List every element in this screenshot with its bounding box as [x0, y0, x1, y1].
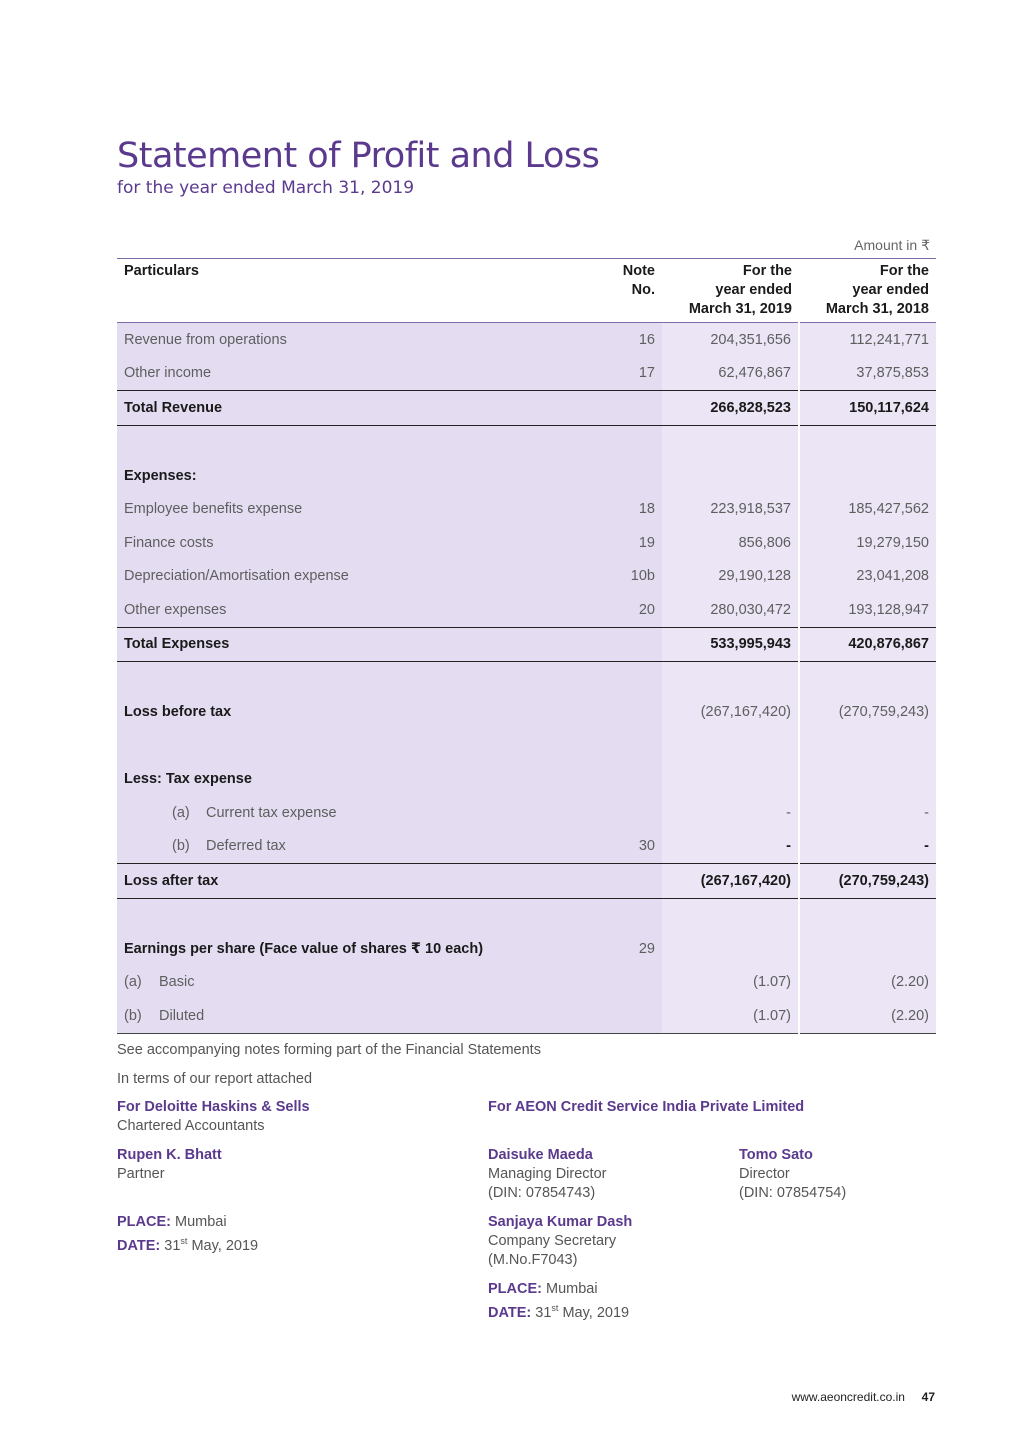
page-number: 47	[921, 1390, 935, 1404]
spacer-row	[117, 662, 936, 696]
table-row: Earnings per share (Face value of shares ₹ 10 each) 29	[117, 932, 936, 966]
table-row: Other income 17 62,476,867 37,875,853	[117, 357, 936, 391]
total-row: Loss after tax (267,167,420) (270,759,243)	[117, 864, 936, 899]
header-fy2019: For the year ended March 31, 2019	[662, 259, 799, 323]
signatory-3-name: Sanjaya Kumar Dash	[488, 1214, 633, 1230]
report-reference: In terms of our report attached	[117, 1071, 313, 1087]
table-row: Revenue from operations 16 204,351,656 112,241,771	[117, 323, 936, 357]
table-row: Other expenses 20 280,030,472 193,128,947	[117, 593, 936, 627]
section-heading-row: Expenses:	[117, 459, 936, 493]
table-row: (b) Deferred tax 30 - -	[117, 830, 936, 864]
company-block	[488, 1098, 804, 1323]
auditor-type: Chartered Accountants	[117, 1118, 265, 1134]
signatory-3-id: (M.No.F7043)	[488, 1252, 578, 1268]
spacer-row	[117, 729, 936, 763]
spacer-row	[117, 898, 936, 932]
signatory-3-title: Company Secretary	[488, 1233, 617, 1249]
company-place: PLACE: Mumbai	[488, 1281, 598, 1297]
header-note: Note No.	[587, 259, 662, 323]
table-row: Finance costs 19 856,806 19,279,150	[117, 526, 936, 560]
page-footer	[792, 1390, 935, 1404]
table-row: Depreciation/Amortisation expense 10b 29,190,128 23,041,208	[117, 560, 936, 594]
currency-note: Amount in ₹	[854, 237, 930, 253]
company-name: For AEON Credit Service India Private Limited	[488, 1099, 805, 1115]
signatory-2-din: (DIN: 07854754)	[739, 1185, 847, 1201]
signatory-1-din: (DIN: 07854743)	[488, 1185, 596, 1201]
company-date: DATE: 31st May, 2019	[488, 1303, 630, 1321]
page-subtitle: for the year ended March 31, 2019	[117, 178, 415, 198]
signatory-2-title: Director	[739, 1166, 790, 1182]
auditor-firm: For Deloitte Haskins & Sells	[117, 1099, 310, 1115]
table-row: (a) Current tax expense - -	[117, 796, 936, 830]
profit-loss-table	[117, 258, 936, 1034]
total-row: Total Revenue 266,828,523 150,117,624	[117, 391, 936, 426]
section-heading-row: Less: Tax expense	[117, 763, 936, 797]
website-link[interactable]: www.aeoncredit.co.in	[791, 1390, 905, 1404]
table-row: Loss before tax (267,167,420) (270,759,243)	[117, 696, 936, 730]
table-row: (a) Basic (1.07) (2.20)	[117, 966, 936, 1000]
spacer-row	[117, 425, 936, 459]
signatory-1-title: Managing Director	[488, 1166, 607, 1182]
table-header-row	[117, 259, 936, 323]
auditor-partner-title: Partner	[117, 1166, 165, 1182]
auditor-partner-name: Rupen K. Bhatt	[117, 1147, 222, 1163]
table-row: (b) Diluted (1.07) (2.20)	[117, 999, 936, 1033]
header-particulars: Particulars	[117, 259, 587, 323]
signatory-1-name: Daisuke Maeda	[488, 1147, 593, 1163]
auditor-place: PLACE: Mumbai	[117, 1214, 227, 1230]
total-row: Total Expenses 533,995,943 420,876,867	[117, 627, 936, 662]
header-fy2018: For the year ended March 31, 2018	[799, 259, 936, 323]
auditor-block	[117, 1098, 310, 1256]
table-row: Employee benefits expense 18 223,918,537 185,427,562	[117, 493, 936, 527]
notes-reference: See accompanying notes forming part of the Financial Statements	[117, 1042, 541, 1058]
page-title: Statement of Profit and Loss	[117, 136, 600, 176]
signatory-2-block	[739, 1146, 846, 1203]
signatory-2-name: Tomo Sato	[739, 1147, 813, 1163]
auditor-date: DATE: 31st May, 2019	[117, 1236, 259, 1254]
